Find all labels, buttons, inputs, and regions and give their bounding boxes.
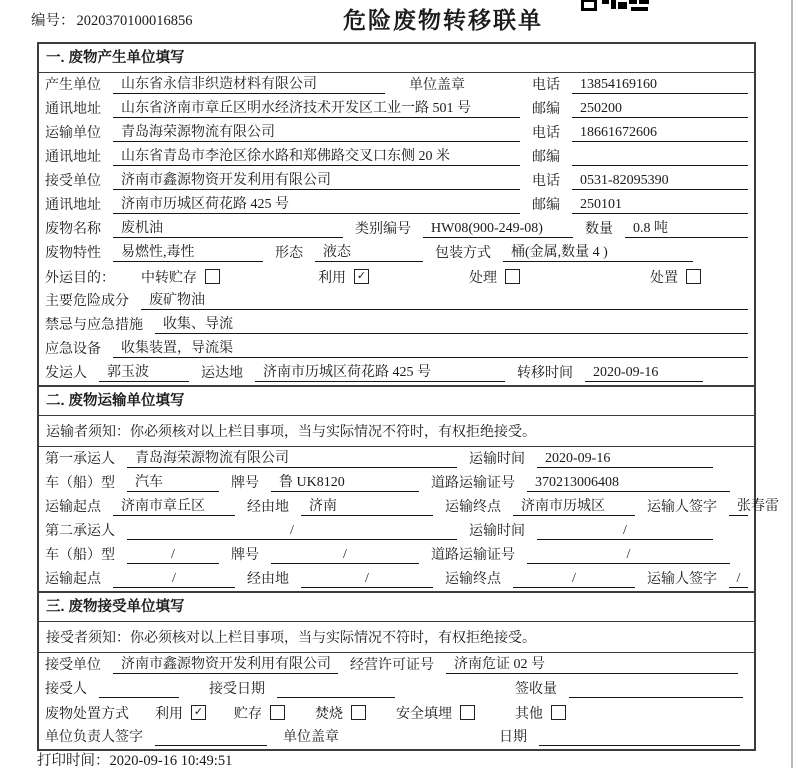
head-sign-value xyxy=(155,727,267,746)
end-label: 运输终点 xyxy=(445,500,501,515)
plate-value: 鲁 UK8120 xyxy=(271,473,419,492)
section2-header: 二. 废物运输单位填写 xyxy=(39,387,754,416)
producer-label: 产生单位 xyxy=(45,78,101,93)
option-label: 贮存 xyxy=(234,706,262,722)
packing-value: 桶(金属,数量 4 ) xyxy=(503,243,693,262)
producer-row xyxy=(39,73,754,97)
option-label: 中转贮存 xyxy=(141,270,197,286)
waste-name-label: 废物名称 xyxy=(45,222,101,237)
phone-value: 0531-82095390 xyxy=(572,171,748,190)
receiver-value: 济南市鑫源物资开发利用有限公司 xyxy=(113,171,520,190)
address-value: 山东省青岛市李沧区徐水路和郑佛路交叉口东侧 20 米 xyxy=(113,147,520,166)
purpose-option-transfer-storage xyxy=(141,267,220,287)
option-label: 其他 xyxy=(515,706,543,722)
phone-value: 13854169160 xyxy=(572,75,748,94)
option-label: 焚烧 xyxy=(315,706,343,722)
waste-name-value: 废机油 xyxy=(113,219,343,238)
unit-seal-label: 单位盖章 xyxy=(409,78,465,93)
checkbox-mark: ✓ xyxy=(193,706,204,718)
transport-time-label: 运输时间 xyxy=(469,524,525,539)
disposal-option-incinerate xyxy=(315,703,366,723)
option-label: 利用 xyxy=(155,706,183,722)
end-label: 运输终点 xyxy=(445,572,501,587)
qr-code-fragment xyxy=(581,0,649,11)
transporter-address-row xyxy=(39,145,754,169)
carrier-sign-value: 张春雷 xyxy=(729,497,748,516)
accepter-label: 接受人 xyxy=(45,682,87,697)
plate-label: 牌号 xyxy=(231,548,259,563)
zip-value: 250101 xyxy=(572,195,748,214)
accept-date-value xyxy=(277,679,395,698)
carrier-label: 第一承运人 xyxy=(45,452,115,467)
receiver-row xyxy=(39,169,754,193)
date-label: 日期 xyxy=(499,730,527,745)
zip-value: 250200 xyxy=(572,99,748,118)
purpose-row xyxy=(39,265,754,289)
checkbox xyxy=(460,705,475,720)
end-value: / xyxy=(513,569,635,588)
zip-value xyxy=(572,147,748,166)
destination-value: 济南市历城区荷花路 425 号 xyxy=(255,363,505,382)
second-carrier-row xyxy=(39,519,754,543)
origin-label: 运输起点 xyxy=(45,500,101,515)
receiver-label: 接受单位 xyxy=(45,174,101,189)
character-value: 易燃性,毒性 xyxy=(113,243,263,262)
transport-time-label: 运输时间 xyxy=(469,452,525,467)
form-label: 形态 xyxy=(275,246,303,261)
route-row-2 xyxy=(39,567,754,591)
disposal-option-utilize xyxy=(155,703,206,723)
disposal-option-landfill xyxy=(396,703,475,723)
form-value: 液态 xyxy=(315,243,423,262)
disposal-option-store xyxy=(234,703,285,723)
receive-unit-value: 济南市鑫源物资开发利用有限公司 xyxy=(113,655,338,674)
phone-label: 电话 xyxy=(532,126,560,141)
transfer-time-label: 转移时间 xyxy=(517,366,573,381)
packing-label: 包装方式 xyxy=(435,246,491,261)
print-time xyxy=(37,749,232,770)
phone-label: 电话 xyxy=(532,174,560,189)
transport-time-value: 2020-09-16 xyxy=(537,449,713,468)
checkbox xyxy=(686,269,701,284)
section3-header: 三. 废物接受单位填写 xyxy=(39,593,754,622)
sign-qty-value xyxy=(569,679,743,698)
option-label: 利用 xyxy=(318,270,346,286)
vehicle-type-value: / xyxy=(127,545,219,564)
disposal-row xyxy=(39,701,754,725)
permit-value: 济南危证 02 号 xyxy=(446,655,738,674)
section-receiver xyxy=(39,591,754,749)
checkbox-mark: ✓ xyxy=(356,270,367,282)
notice-text: 接受者须知：你必须核对以上栏目事项，当与实际情况不符时，有权拒绝接受。 xyxy=(46,631,536,646)
print-time-label: 打印时间： xyxy=(37,753,110,769)
address-label: 通讯地址 xyxy=(45,102,101,117)
receive-unit-row xyxy=(39,653,754,677)
zip-label: 邮编 xyxy=(532,102,560,117)
emergency-equipment-row xyxy=(39,337,754,361)
head-sign-row xyxy=(39,725,754,749)
end-value: 济南市历城区 xyxy=(513,497,635,516)
receiver-notice xyxy=(39,622,754,653)
checkbox xyxy=(205,269,220,284)
producer-value: 山东省永信非织造材料有限公司 xyxy=(113,75,385,94)
accept-date-label: 接受日期 xyxy=(209,682,265,697)
plate-value: / xyxy=(271,545,419,564)
destination-label: 运达地 xyxy=(201,366,243,381)
carrier-value: / xyxy=(127,521,457,540)
doc-number-label: 编号： xyxy=(31,13,75,29)
purpose-label: 外运目的： xyxy=(45,270,115,286)
first-carrier-row xyxy=(39,447,754,471)
zip-label: 邮编 xyxy=(532,198,560,213)
waste-character-row xyxy=(39,241,754,265)
transporter-row xyxy=(39,121,754,145)
hazard-value: 废矿物油 xyxy=(141,291,748,310)
category-label: 类别编号 xyxy=(355,222,411,237)
transporter-notice xyxy=(39,416,754,447)
equipment-label: 应急设备 xyxy=(45,342,101,357)
head-sign-label: 单位负责人签字 xyxy=(45,730,143,745)
route-row xyxy=(39,495,779,519)
checkbox xyxy=(505,269,520,284)
zip-label: 邮编 xyxy=(532,150,560,165)
category-value: HW08(900-249-08) xyxy=(423,219,573,238)
taboo-measures-row xyxy=(39,313,754,337)
address-value: 济南市历城区荷花路 425 号 xyxy=(113,195,520,214)
shipper-value: 郭玉波 xyxy=(99,363,189,382)
taboo-label: 禁忌与应急措施 xyxy=(45,318,143,333)
checkbox xyxy=(354,269,369,284)
receiver-address-row xyxy=(39,193,754,217)
phone-label: 电话 xyxy=(532,78,560,93)
purpose-option-utilize xyxy=(318,267,369,287)
producer-address-row xyxy=(39,97,754,121)
via-value: 济南 xyxy=(301,497,433,516)
taboo-value: 收集、导流 xyxy=(155,315,748,334)
section1-header: 一. 废物产生单位填写 xyxy=(39,44,754,73)
disposal-label: 废物处置方式 xyxy=(45,706,129,722)
accepter-value xyxy=(99,679,179,698)
carrier-sign-label: 运输人签字 xyxy=(647,500,717,515)
vehicle-row-2 xyxy=(39,543,754,567)
address-value: 山东省济南市章丘区明水经济技术开发区工业一路 501 号 xyxy=(113,99,520,118)
checkbox xyxy=(551,705,566,720)
section-transporter xyxy=(39,385,779,591)
transporter-label: 运输单位 xyxy=(45,126,101,141)
quantity-label: 数量 xyxy=(585,222,613,237)
waste-name-row xyxy=(39,217,754,241)
carrier-sign-value: / xyxy=(729,569,748,588)
checkbox xyxy=(351,705,366,720)
vehicle-type-label: 车（船）型 xyxy=(45,548,115,563)
hazard-label: 主要危险成分 xyxy=(45,294,129,309)
road-license-value: 370213006408 xyxy=(527,473,730,492)
carrier-label: 第二承运人 xyxy=(45,524,115,539)
carrier-value: 青岛海荣源物流有限公司 xyxy=(127,449,457,468)
page-edge-line xyxy=(791,0,793,768)
option-label: 安全填埋 xyxy=(396,706,452,722)
road-license-value: / xyxy=(527,545,730,564)
accepter-row xyxy=(39,677,754,701)
print-time-value: 2020-09-16 10:49:51 xyxy=(109,753,233,769)
page-title: 危险废物转移联单 xyxy=(343,7,543,33)
checkbox xyxy=(270,705,285,720)
purpose-option-treat xyxy=(469,267,520,287)
purpose-option-dispose xyxy=(650,267,701,287)
via-label: 经由地 xyxy=(247,572,289,587)
vehicle-type-label: 车（船）型 xyxy=(45,476,115,491)
vehicle-row xyxy=(39,471,754,495)
unit-seal-label: 单位盖章 xyxy=(283,730,339,745)
manifest-form xyxy=(37,42,779,751)
date-value xyxy=(539,727,740,746)
disposal-option-other xyxy=(515,703,566,723)
shipper-label: 发运人 xyxy=(45,366,87,381)
permit-label: 经营许可证号 xyxy=(350,658,434,673)
address-label: 通讯地址 xyxy=(45,150,101,165)
vehicle-type-value: 汽车 xyxy=(127,473,219,492)
origin-label: 运输起点 xyxy=(45,572,101,587)
notice-text: 运输者须知：你必须核对以上栏目事项，当与实际情况不符时，有权拒绝接受。 xyxy=(46,425,536,440)
hazard-component-row xyxy=(39,289,754,313)
plate-label: 牌号 xyxy=(231,476,259,491)
road-license-label: 道路运输证号 xyxy=(431,548,515,563)
option-label: 处置 xyxy=(650,270,678,286)
receive-unit-label: 接受单位 xyxy=(45,658,101,673)
sign-qty-label: 签收量 xyxy=(515,682,557,697)
origin-value: 济南市章丘区 xyxy=(113,497,235,516)
via-label: 经由地 xyxy=(247,500,289,515)
doc-number-value: 2020370100016856 xyxy=(76,13,193,29)
shipper-row xyxy=(39,361,754,385)
section-producer xyxy=(39,44,754,385)
carrier-sign-label: 运输人签字 xyxy=(647,572,717,587)
quantity-value: 0.8 吨 xyxy=(625,219,748,238)
transporter-value: 青岛海荣源物流有限公司 xyxy=(113,123,520,142)
origin-value: / xyxy=(113,569,235,588)
transfer-time-value: 2020-09-16 xyxy=(585,363,703,382)
road-license-label: 道路运输证号 xyxy=(431,476,515,491)
checkbox xyxy=(191,705,206,720)
via-value: / xyxy=(301,569,433,588)
equipment-value: 收集装置，导流渠 xyxy=(113,339,748,358)
transport-time-value: / xyxy=(537,521,713,540)
option-label: 处理 xyxy=(469,270,497,286)
address-label: 通讯地址 xyxy=(45,198,101,213)
phone-value: 18661672606 xyxy=(572,123,748,142)
character-label: 废物特性 xyxy=(45,246,101,261)
